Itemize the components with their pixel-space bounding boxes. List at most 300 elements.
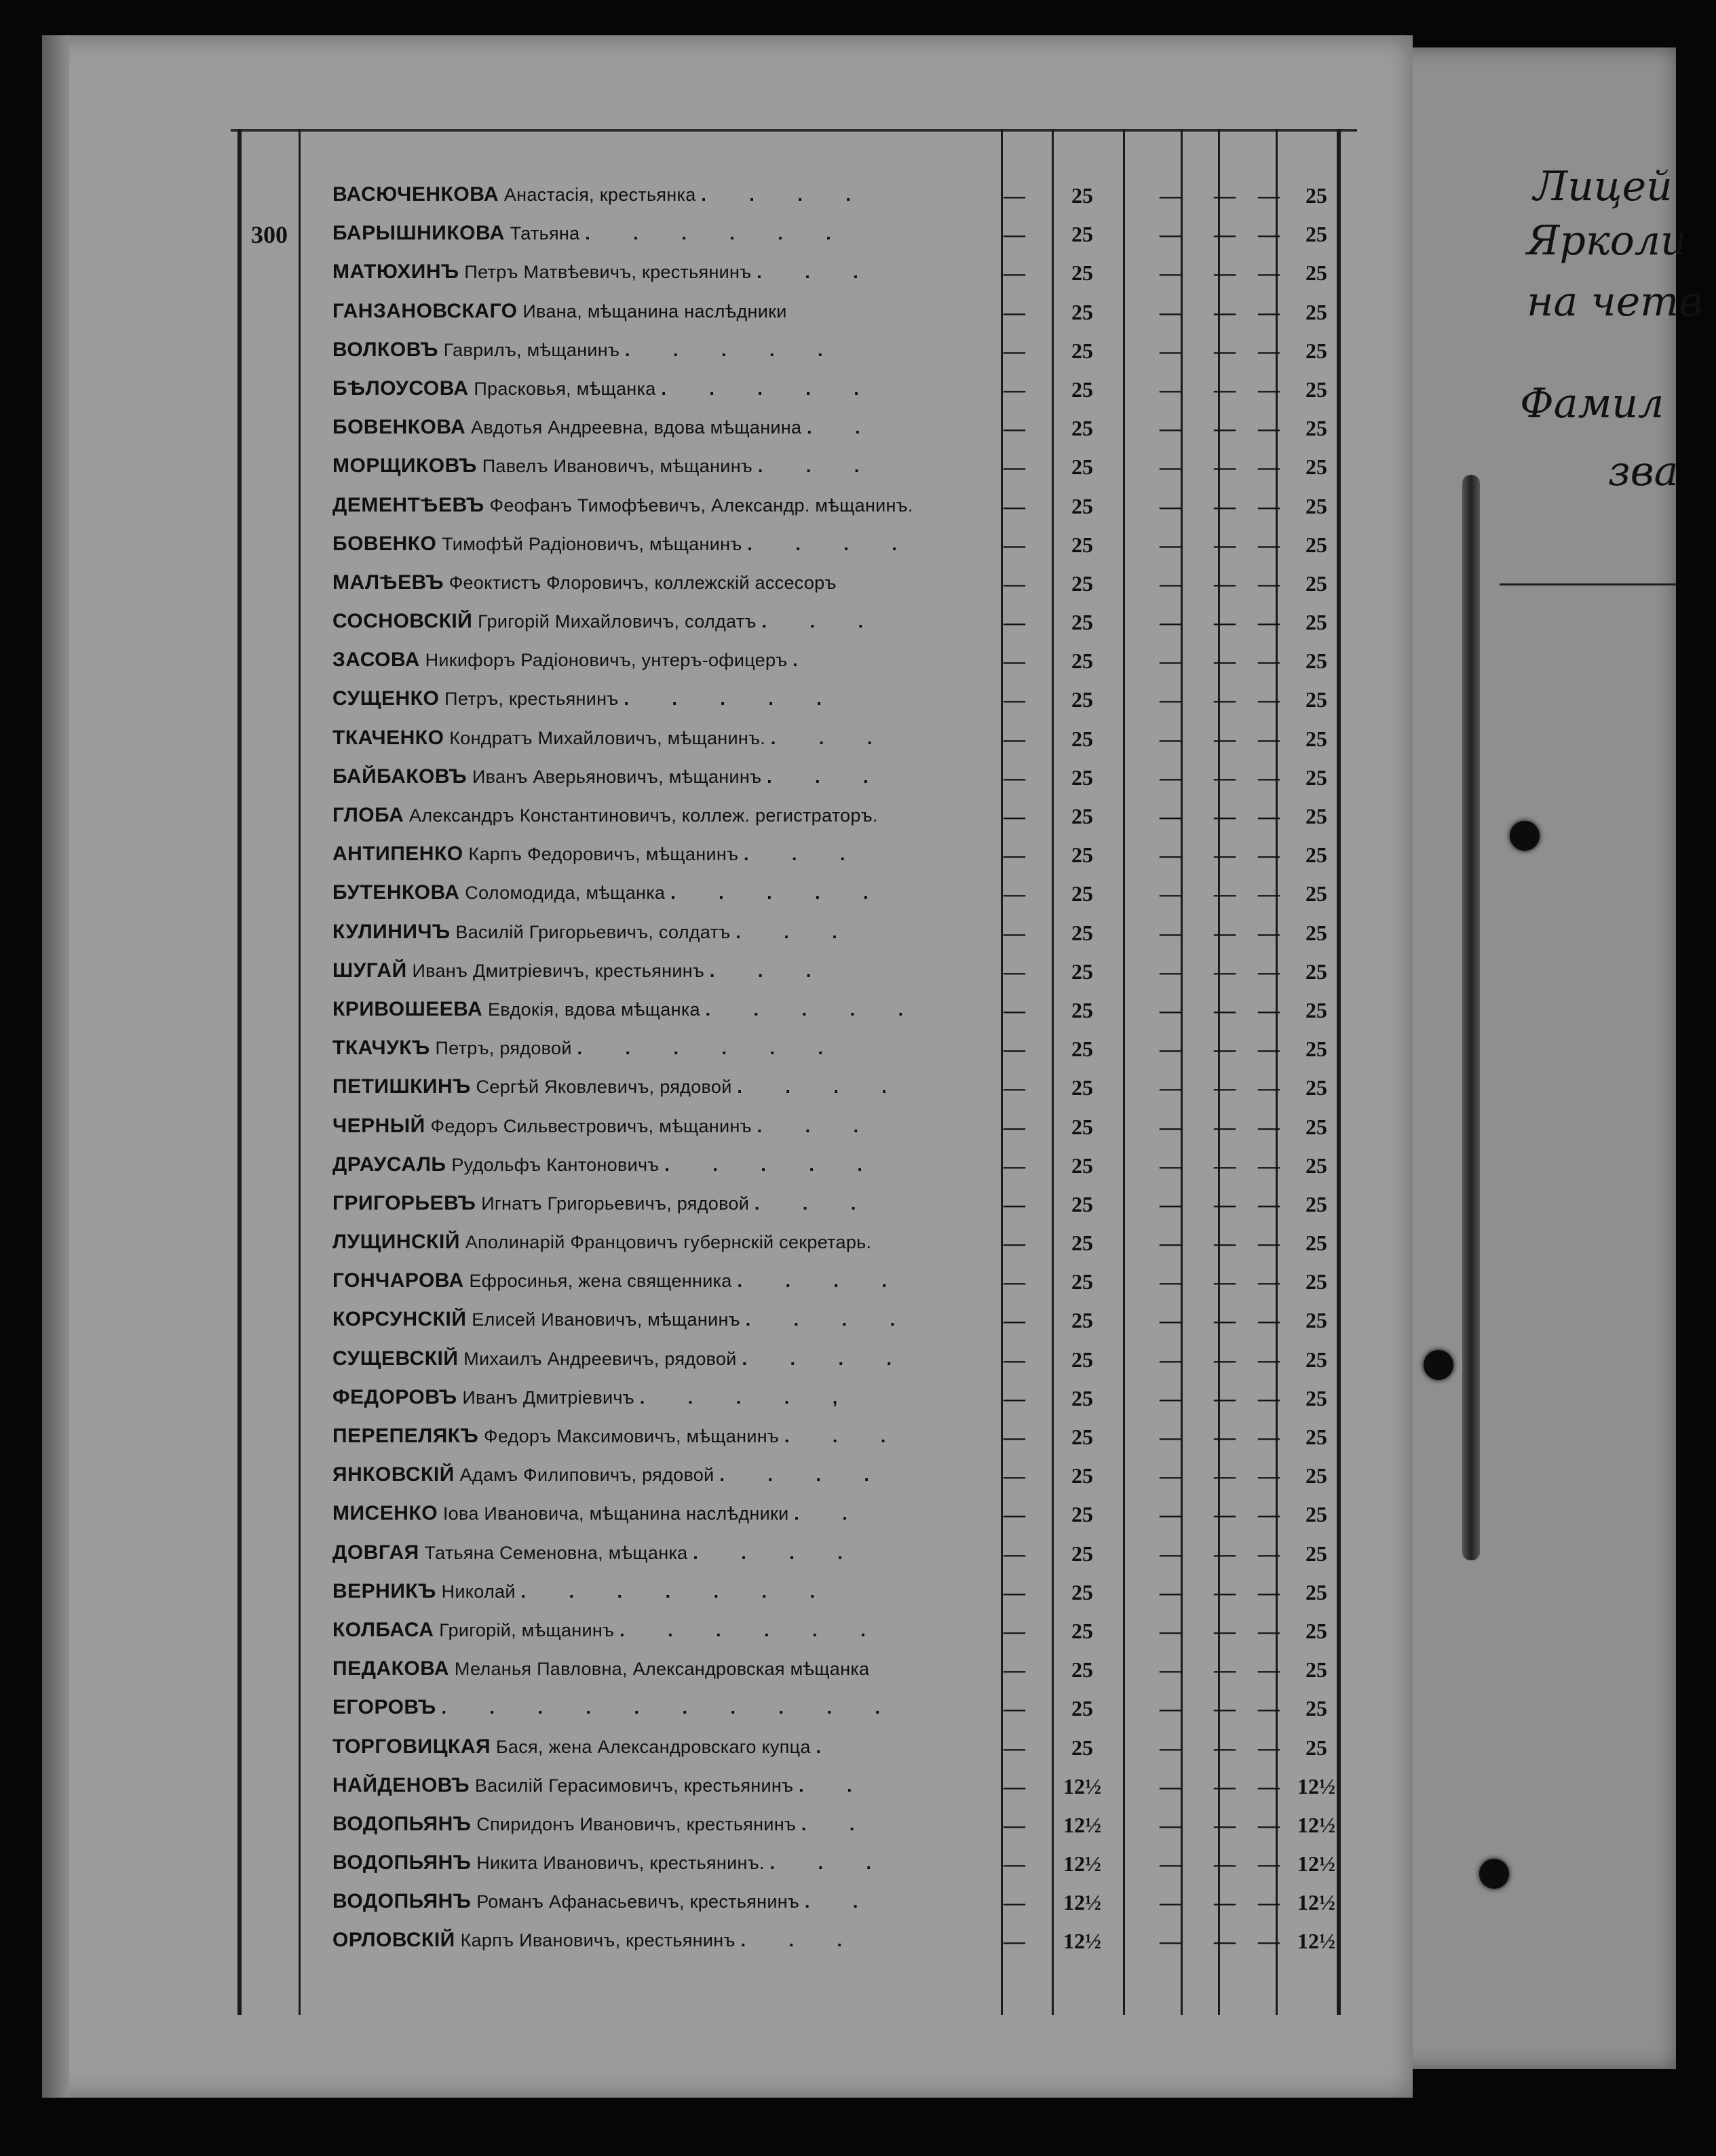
cell-col-6: 25	[1305, 687, 1327, 712]
name-and-status: Петръ Матвѣевичъ, крестьянинъ	[464, 262, 752, 283]
leader-dots: . . . .	[742, 1348, 911, 1369]
cell-col-2: 12½	[1063, 1929, 1101, 1954]
leader-dots: . . . .	[701, 185, 870, 205]
cell-col-1: —	[1004, 1231, 1025, 1256]
leader-dots: . . .	[740, 1930, 861, 1951]
cell-col-5: —	[1258, 1657, 1280, 1682]
table-row	[231, 370, 1357, 409]
cell-col-6: 25	[1305, 377, 1327, 402]
cell-col-6: 12½	[1297, 1773, 1335, 1798]
leader-dots: . .	[794, 1503, 866, 1524]
leader-dots: . . . . . .	[585, 223, 850, 244]
cell-col-3: —	[1160, 1463, 1181, 1488]
cell-col-1: —	[1004, 920, 1025, 945]
cell-col-3: —	[1160, 261, 1181, 286]
table-row	[231, 1147, 1357, 1185]
cell-col-1: —	[1004, 1773, 1025, 1798]
cell-col-5: —	[1258, 1075, 1280, 1100]
cell-col-6: 12½	[1297, 1851, 1335, 1876]
surname: БАРЫШНИКОВА	[332, 222, 505, 245]
cell-col-6: 25	[1305, 1191, 1327, 1216]
cell-col-5: —	[1258, 1191, 1280, 1216]
cell-col-2: 25	[1071, 493, 1093, 518]
cell-col-1: —	[1004, 416, 1025, 441]
table-row	[231, 1651, 1357, 1689]
cell-col-3: —	[1160, 881, 1181, 906]
cell-col-3: —	[1160, 920, 1181, 945]
cell-col-4: —	[1214, 1929, 1236, 1954]
cell-col-5: —	[1258, 1773, 1280, 1798]
cell-col-6: 25	[1305, 843, 1327, 868]
cell-col-5: —	[1258, 338, 1280, 363]
surname: КОРСУНСКІЙ	[332, 1308, 467, 1331]
cell-col-3: —	[1160, 1231, 1181, 1256]
cell-col-6: 25	[1305, 183, 1327, 208]
cell-col-5: —	[1258, 1579, 1280, 1604]
cell-col-6: 25	[1305, 959, 1327, 984]
surname: ГАНЗАНОВСКАГО	[332, 299, 518, 322]
cell-col-5: —	[1258, 1502, 1280, 1527]
name-and-status: Петръ, рядовой	[435, 1038, 572, 1059]
cell-col-1: —	[1004, 997, 1025, 1022]
cell-col-2: 25	[1071, 997, 1093, 1022]
cell-col-3: —	[1160, 1153, 1181, 1178]
surname: МОРЩИКОВЪ	[332, 455, 477, 478]
cell-col-3: —	[1160, 183, 1181, 208]
cell-col-2: 25	[1071, 1385, 1093, 1410]
cell-col-5: —	[1258, 377, 1280, 402]
cell-col-3: —	[1160, 1696, 1181, 1721]
cell-col-3: —	[1160, 843, 1181, 868]
margin-note: Фамил	[1520, 380, 1664, 427]
cell-col-4: —	[1214, 765, 1236, 790]
cell-col-3: —	[1160, 649, 1181, 674]
cell-col-3: —	[1160, 610, 1181, 635]
table-row	[231, 1535, 1357, 1573]
cell-col-1: —	[1004, 1425, 1025, 1449]
cell-col-6: 25	[1305, 1385, 1327, 1410]
surname: КОЛБАСА	[332, 1618, 434, 1641]
binding-hole-icon	[1424, 1350, 1453, 1380]
surname: ДОВГАЯ	[332, 1541, 419, 1564]
leader-dots: . . .	[784, 1426, 905, 1446]
name-and-status: Татьяна	[510, 223, 580, 244]
cell-col-1: —	[1004, 687, 1025, 712]
cell-col-4: —	[1214, 1657, 1236, 1682]
cell-col-6: 25	[1305, 610, 1327, 635]
name-and-status: Гаврилъ, мѣщанинъ	[443, 339, 620, 360]
name-and-status: Меланья Павловна, Александровская мѣщанка	[454, 1659, 870, 1680]
cell-col-1: —	[1004, 959, 1025, 984]
cell-col-5: —	[1258, 1231, 1280, 1256]
cell-col-5: —	[1258, 571, 1280, 596]
name-and-status: Василій Григорьевичъ, солдатъ	[455, 921, 731, 942]
margin-note: на четв	[1527, 278, 1703, 326]
cell-col-2: 25	[1071, 222, 1093, 247]
table-row	[231, 526, 1357, 564]
cell-col-1: —	[1004, 1502, 1025, 1527]
cell-col-4: —	[1214, 532, 1236, 557]
surname: ПЕТИШКИНЪ	[332, 1075, 471, 1098]
cell-col-2: 25	[1071, 765, 1093, 790]
cell-col-2: 25	[1071, 1191, 1093, 1216]
cell-col-3: —	[1160, 1269, 1181, 1294]
cell-col-6: 12½	[1297, 1812, 1335, 1837]
cell-col-6: 25	[1305, 1463, 1327, 1488]
cell-col-6: 25	[1305, 1114, 1327, 1139]
cell-col-4: —	[1214, 1425, 1236, 1449]
table-row	[231, 176, 1357, 215]
surname: БАЙБАКОВЪ	[332, 765, 468, 788]
cell-col-4: —	[1214, 183, 1236, 208]
surname: КУЛИНИЧЪ	[332, 920, 451, 943]
cell-col-4: —	[1214, 1851, 1236, 1876]
cell-col-5: —	[1258, 493, 1280, 518]
cell-col-3: —	[1160, 1347, 1181, 1372]
leader-dots: . .	[807, 417, 879, 438]
cell-col-5: —	[1258, 1114, 1280, 1139]
cell-col-4: —	[1214, 493, 1236, 518]
cell-col-1: —	[1004, 338, 1025, 363]
table-row	[231, 487, 1357, 526]
cell-col-3: —	[1160, 997, 1181, 1022]
cell-col-3: —	[1160, 299, 1181, 324]
table-row	[231, 1069, 1357, 1107]
surname: БОВЕНКО	[332, 532, 437, 555]
cell-col-4: —	[1214, 1541, 1236, 1566]
name-and-status: Евдокія, вдова мѣщанка	[487, 999, 700, 1020]
name-and-status: Иванъ Дмитріевичъ	[462, 1387, 634, 1408]
cell-col-2: 25	[1071, 532, 1093, 557]
cell-col-6: 25	[1305, 804, 1327, 828]
name-and-status: Аполинарій Францовичъ губернскій секретарь.	[465, 1232, 872, 1253]
cell-col-6: 25	[1305, 222, 1327, 247]
leader-dots: . .	[799, 1775, 871, 1796]
cell-col-3: —	[1160, 222, 1181, 247]
surname: ВОДОПЬЯНЪ	[332, 1851, 472, 1874]
cell-col-3: —	[1160, 1037, 1181, 1062]
cell-col-3: —	[1160, 1308, 1181, 1333]
name-and-status: Александръ Константиновичъ, коллеж. регистраторъ.	[409, 805, 878, 826]
cell-col-2: 25	[1071, 1735, 1093, 1760]
name-and-status: Игнатъ Григорьевичъ, рядовой	[481, 1193, 750, 1214]
cell-col-1: —	[1004, 571, 1025, 596]
surname: ОРЛОВСКІЙ	[332, 1929, 455, 1952]
cell-col-3: —	[1160, 455, 1181, 480]
cell-col-4: —	[1214, 377, 1236, 402]
cell-col-5: —	[1258, 1541, 1280, 1566]
table-row	[231, 564, 1357, 603]
cell-col-4: —	[1214, 1308, 1236, 1333]
ledger-rows	[231, 176, 1357, 1961]
cell-col-4: —	[1214, 1618, 1236, 1643]
cell-col-6: 25	[1305, 338, 1327, 363]
margin-note: Лицей	[1533, 163, 1673, 210]
table-row	[231, 1689, 1357, 1728]
cell-col-5: —	[1258, 1618, 1280, 1643]
leader-dots: . . .	[761, 611, 882, 632]
cell-col-6: 25	[1305, 1696, 1327, 1721]
cell-col-4: —	[1214, 455, 1236, 480]
surname: ДРАУСАЛЬ	[332, 1153, 446, 1176]
cell-col-4: —	[1214, 1579, 1236, 1604]
table-row	[231, 836, 1357, 874]
cell-col-1: —	[1004, 610, 1025, 635]
cell-col-1: —	[1004, 1696, 1025, 1721]
cell-col-2: 25	[1071, 299, 1093, 324]
cell-col-4: —	[1214, 1463, 1236, 1488]
name-and-status: Михаилъ Андреевичъ, рядовой	[463, 1348, 737, 1369]
table-row	[231, 1767, 1357, 1806]
cell-col-2: 25	[1071, 1037, 1093, 1062]
name-and-status: Романъ Афанасьевичъ, крестьянинъ	[476, 1891, 800, 1912]
binding-hole-icon	[1479, 1859, 1509, 1889]
cell-col-2: 25	[1071, 1696, 1093, 1721]
table-row	[231, 680, 1357, 719]
name-and-status: Никифоръ Радіоновичъ, унтеръ-офицеръ	[425, 650, 788, 671]
cell-col-4: —	[1214, 804, 1236, 828]
cell-col-4: —	[1214, 1114, 1236, 1139]
table-row	[231, 1495, 1357, 1534]
name-and-status: Григорій, мѣщанинъ	[439, 1619, 615, 1640]
cell-col-6: 25	[1305, 455, 1327, 480]
leader-dots: . . .	[757, 262, 877, 283]
table-row	[231, 914, 1357, 952]
cell-col-1: —	[1004, 1618, 1025, 1643]
cell-col-6: 25	[1305, 649, 1327, 674]
cell-col-1: —	[1004, 649, 1025, 674]
cell-col-2: 25	[1071, 804, 1093, 828]
margin-note: Ярколи	[1527, 217, 1687, 265]
cell-col-5: —	[1258, 920, 1280, 945]
name-and-status: Елисей Ивановичъ, мѣщанинъ	[472, 1309, 740, 1330]
cell-col-4: —	[1214, 1191, 1236, 1216]
cell-col-2: 25	[1071, 1075, 1093, 1100]
cell-col-1: —	[1004, 843, 1025, 868]
table-row	[231, 1185, 1357, 1224]
name-and-status: Кондратъ Михайловичъ, мѣщанинъ.	[449, 727, 766, 748]
cell-col-3: —	[1160, 493, 1181, 518]
cell-col-4: —	[1214, 1075, 1236, 1100]
table-row	[231, 215, 1357, 254]
cell-col-6: 25	[1305, 1502, 1327, 1527]
cell-col-2: 25	[1071, 1463, 1093, 1488]
cell-col-6: 12½	[1297, 1890, 1335, 1915]
cell-col-4: —	[1214, 920, 1236, 945]
cell-col-5: —	[1258, 416, 1280, 441]
leader-dots: . . . . . . .	[520, 1581, 835, 1602]
table-row	[231, 1341, 1357, 1379]
cell-col-1: —	[1004, 726, 1025, 751]
table-row	[231, 1263, 1357, 1301]
cell-col-4: —	[1214, 1231, 1236, 1256]
cell-col-4: —	[1214, 338, 1236, 363]
cell-col-1: —	[1004, 299, 1025, 324]
cell-col-4: —	[1214, 959, 1236, 984]
cell-col-4: —	[1214, 997, 1236, 1022]
name-and-status: Адамъ Филиповичъ, рядовой	[459, 1465, 714, 1486]
cell-col-6: 25	[1305, 726, 1327, 751]
cell-col-4: —	[1214, 843, 1236, 868]
cell-col-4: —	[1214, 726, 1236, 751]
name-and-status: Карпъ Федоровичъ, мѣщанинъ	[468, 844, 739, 865]
cell-col-6: 25	[1305, 881, 1327, 906]
row-number: 300	[251, 221, 288, 249]
cell-col-2: 25	[1071, 959, 1093, 984]
leader-dots: . . .	[754, 1193, 875, 1214]
cell-col-3: —	[1160, 765, 1181, 790]
cell-col-2: 25	[1071, 881, 1093, 906]
cell-col-3: —	[1160, 1890, 1181, 1915]
table-row	[231, 1030, 1357, 1069]
name-and-status: Ефросинья, жена священника	[469, 1271, 732, 1292]
cell-col-5: —	[1258, 1735, 1280, 1760]
cell-col-3: —	[1160, 1502, 1181, 1527]
table-row	[231, 603, 1357, 642]
cell-col-5: —	[1258, 1347, 1280, 1372]
name-and-status: Прасковья, мѣщанка	[474, 378, 656, 399]
cell-col-5: —	[1258, 1696, 1280, 1721]
surname: ЧЕРНЫЙ	[332, 1114, 425, 1137]
cell-col-2: 25	[1071, 1347, 1093, 1372]
leader-dots: . . .	[744, 844, 864, 865]
cell-col-4: —	[1214, 299, 1236, 324]
cell-col-1: —	[1004, 881, 1025, 906]
name-and-status: Іова Ивановича, мѣщанина наслѣдники	[442, 1503, 789, 1524]
cell-col-5: —	[1258, 455, 1280, 480]
cell-col-3: —	[1160, 571, 1181, 596]
table-row	[231, 293, 1357, 332]
cell-col-4: —	[1214, 1735, 1236, 1760]
cell-col-1: —	[1004, 532, 1025, 557]
table-row	[231, 1457, 1357, 1495]
cell-col-2: 12½	[1063, 1890, 1101, 1915]
name-and-status: Василій Герасимовичъ, крестьянинъ	[474, 1775, 794, 1796]
cell-col-2: 25	[1071, 338, 1093, 363]
name-and-status: Федоръ Максимовичъ, мѣщанинъ	[484, 1426, 780, 1446]
leader-dots: . . . .	[719, 1465, 888, 1486]
cell-col-1: —	[1004, 222, 1025, 247]
cell-col-6: 25	[1305, 1231, 1327, 1256]
cell-col-2: 25	[1071, 726, 1093, 751]
surname: СУЩЕВСКІЙ	[332, 1347, 459, 1370]
cell-col-3: —	[1160, 1812, 1181, 1837]
cell-col-2: 25	[1071, 610, 1093, 635]
leader-dots: . . .	[709, 960, 831, 981]
cell-col-4: —	[1214, 1890, 1236, 1915]
cell-col-6: 25	[1305, 1269, 1327, 1294]
cell-col-4: —	[1214, 416, 1236, 441]
cell-col-2: 25	[1071, 183, 1093, 208]
cell-col-3: —	[1160, 532, 1181, 557]
name-and-status: Анастасія, крестьянка	[503, 185, 696, 205]
cell-col-4: —	[1214, 571, 1236, 596]
table-row	[231, 1224, 1357, 1263]
surname: ГРИГОРЬЕВЪ	[332, 1191, 476, 1214]
cell-col-6: 25	[1305, 571, 1327, 596]
surname: МИСЕНКО	[332, 1502, 438, 1525]
leader-dots: .	[816, 1736, 841, 1757]
surname: ЯНКОВСКІЙ	[332, 1463, 455, 1486]
name-and-status: Бася, жена Александровскаго купца	[495, 1736, 811, 1757]
cell-col-3: —	[1160, 959, 1181, 984]
leader-dots: . .	[801, 1813, 874, 1834]
surname: МАТЮХИНЪ	[332, 261, 459, 284]
table-row	[231, 448, 1357, 486]
table-row	[231, 874, 1357, 913]
cell-col-5: —	[1258, 1308, 1280, 1333]
cell-col-6: 25	[1305, 1153, 1327, 1178]
surname: ДЕМЕНТѢЕВЪ	[332, 493, 484, 516]
cell-col-4: —	[1214, 687, 1236, 712]
cell-col-2: 25	[1071, 1308, 1093, 1333]
leader-dots: . . . . ,	[639, 1387, 857, 1408]
surname: ВОЛКОВЪ	[332, 338, 438, 361]
cell-col-1: —	[1004, 1308, 1025, 1333]
leader-dots: . .	[804, 1891, 877, 1912]
leader-dots: .	[793, 650, 817, 671]
cell-col-1: —	[1004, 1541, 1025, 1566]
binding-thread	[1462, 475, 1480, 1560]
cell-col-5: —	[1258, 804, 1280, 828]
name-and-status: Татьяна Семеновна, мѣщанка	[424, 1542, 688, 1563]
leader-dots: . . .	[757, 1115, 878, 1136]
cell-col-4: —	[1214, 1347, 1236, 1372]
cell-col-6: 12½	[1297, 1929, 1335, 1954]
cell-col-6: 25	[1305, 1657, 1327, 1682]
table-row	[231, 797, 1357, 836]
leader-dots: . . .	[757, 456, 879, 477]
name-and-status: Авдотья Андреевна, вдова мѣщанина	[471, 417, 802, 438]
cell-col-3: —	[1160, 377, 1181, 402]
cell-col-6: 25	[1305, 1308, 1327, 1333]
name-and-status: Феофанъ Тимофѣевичъ, Александр. мѣщанинъ.	[489, 495, 913, 516]
cell-col-6: 25	[1305, 1075, 1327, 1100]
cell-col-4: —	[1214, 1269, 1236, 1294]
name-and-status: Тимофѣй Радіоновичъ, мѣщанинъ	[442, 533, 742, 554]
cell-col-1: —	[1004, 1929, 1025, 1954]
table-row	[231, 1379, 1357, 1418]
table-row	[231, 1108, 1357, 1147]
name-and-status: Григорій Михайловичъ, солдатъ	[478, 611, 757, 632]
cell-col-6: 25	[1305, 1735, 1327, 1760]
surname: ЛУЩИНСКІЙ	[332, 1231, 460, 1254]
cell-col-1: —	[1004, 493, 1025, 518]
surname: ВОДОПЬЯНЪ	[332, 1890, 472, 1913]
table-row	[231, 720, 1357, 758]
cell-col-2: 25	[1071, 1657, 1093, 1682]
cell-col-3: —	[1160, 1579, 1181, 1604]
cell-col-1: —	[1004, 377, 1025, 402]
cell-col-1: —	[1004, 804, 1025, 828]
cell-col-1: —	[1004, 1385, 1025, 1410]
table-row	[231, 952, 1357, 991]
cell-col-3: —	[1160, 416, 1181, 441]
surname: ШУГАЙ	[332, 959, 407, 982]
cell-col-2: 12½	[1063, 1773, 1101, 1798]
leader-dots: . . . . .	[670, 883, 888, 904]
cell-col-4: —	[1214, 1696, 1236, 1721]
cell-col-3: —	[1160, 1851, 1181, 1876]
table-row	[231, 1729, 1357, 1767]
cell-col-2: 25	[1071, 920, 1093, 945]
cell-col-5: —	[1258, 1425, 1280, 1449]
cell-col-4: —	[1214, 1037, 1236, 1062]
leader-dots: . . . .	[737, 1077, 906, 1098]
cell-col-4: —	[1214, 1385, 1236, 1410]
cell-col-2: 12½	[1063, 1812, 1101, 1837]
cell-col-2: 25	[1071, 843, 1093, 868]
